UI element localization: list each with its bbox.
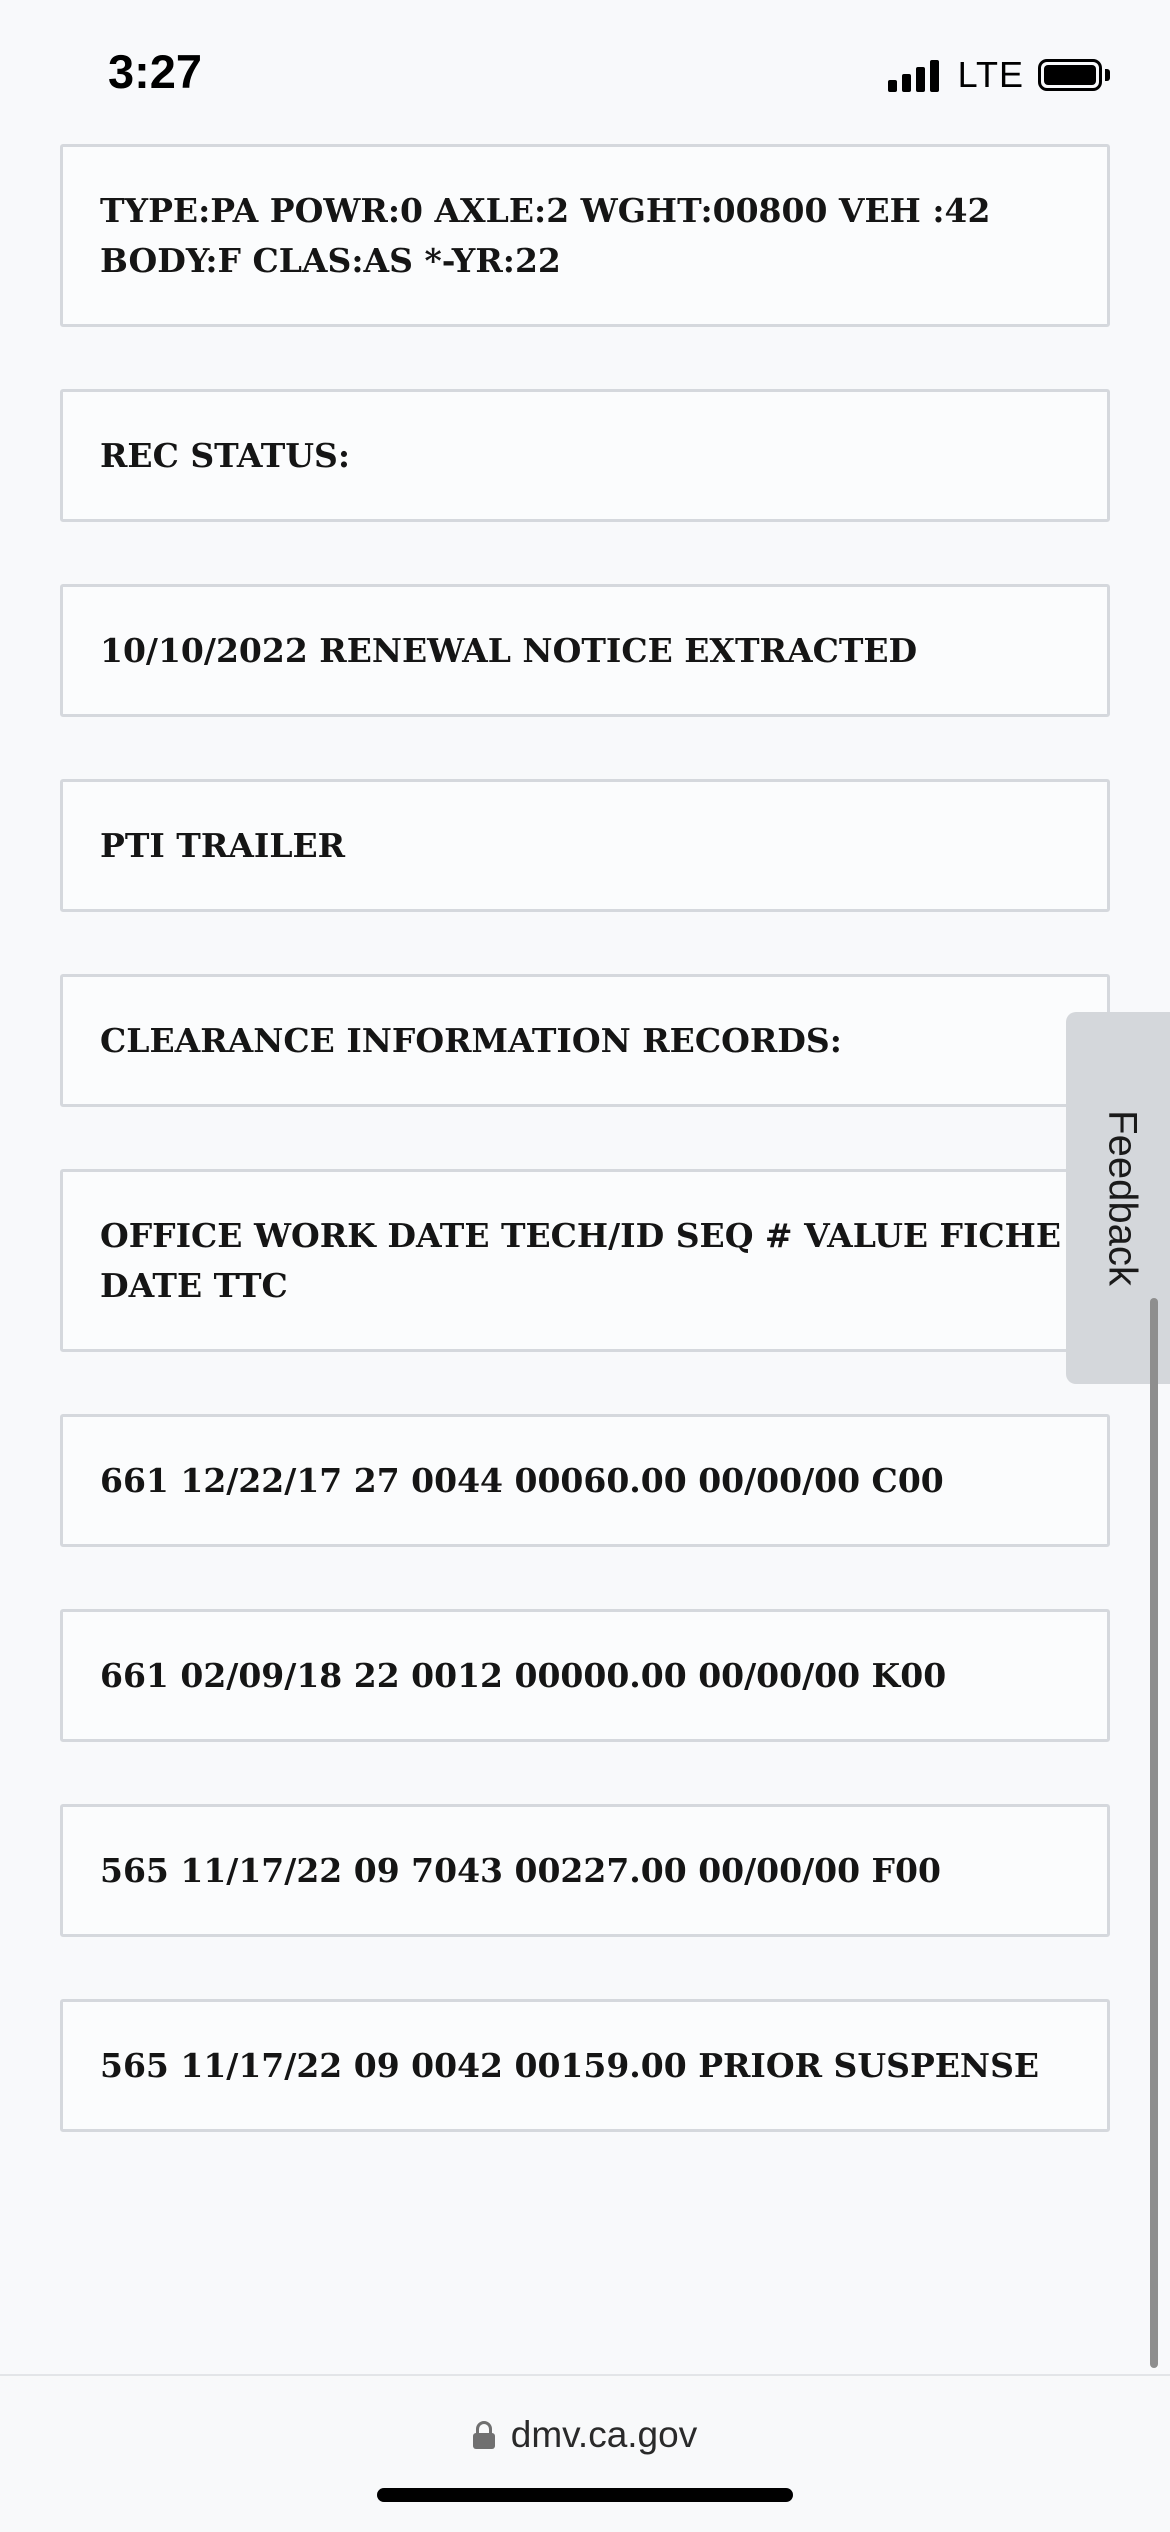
record-line: REC STATUS: <box>100 436 351 475</box>
battery-icon <box>1038 59 1102 91</box>
url-row[interactable] <box>0 2414 1170 2456</box>
status-indicators <box>888 54 1110 96</box>
record-clearance-row <box>60 1414 1110 1547</box>
record-clearance-row <box>60 1999 1110 2132</box>
browser-address-bar[interactable] <box>0 2374 1170 2532</box>
record-clearance-row <box>60 1804 1110 1937</box>
record-line: 661 12/22/17 27 0044 00060.00 00/00/00 C00 <box>100 1461 944 1500</box>
record-line: BODY:F CLAS:AS *-YR:22 <box>100 241 561 280</box>
record-pti-trailer <box>60 779 1110 912</box>
cellular-signal-icon <box>888 58 944 92</box>
record-vehicle-type <box>60 144 1110 327</box>
record-clearance-header <box>60 974 1110 1107</box>
battery-cap <box>1105 69 1110 81</box>
record-renewal-notice <box>60 584 1110 717</box>
status-bar <box>0 0 1170 145</box>
record-line: OFFICE WORK DATE TECH/ID SEQ # VALUE FICHE <box>100 1216 1061 1255</box>
record-line: DATE TTC <box>100 1266 288 1305</box>
record-line: PTI TRAILER <box>100 826 346 865</box>
record-line: CLEARANCE INFORMATION RECORDS: <box>100 1021 842 1060</box>
record-line: 565 11/17/22 09 7043 00227.00 00/00/00 F00 <box>100 1851 941 1890</box>
network-type: LTE <box>957 54 1024 95</box>
record-line: 10/10/2022 RENEWAL NOTICE EXTRACTED <box>100 631 918 670</box>
url-text[interactable]: dmv.ca.gov <box>510 2414 698 2455</box>
record-column-headers <box>60 1169 1110 1352</box>
record-rec-status <box>60 389 1110 522</box>
status-time: 3:27 <box>108 45 203 98</box>
records-list <box>60 144 1110 2194</box>
record-line: TYPE:PA POWR:0 AXLE:2 WGHT:00800 VEH :42 <box>100 191 991 230</box>
home-indicator[interactable] <box>377 2488 793 2502</box>
lock-icon <box>473 2421 495 2449</box>
record-line: 661 02/09/18 22 0012 00000.00 00/00/00 K00 <box>100 1656 947 1695</box>
feedback-label: Feedback <box>1100 1110 1145 1286</box>
record-clearance-row <box>60 1609 1110 1742</box>
scrollbar[interactable] <box>1150 1298 1158 2368</box>
record-line: 565 11/17/22 09 0042 00159.00 PRIOR SUSPENSE <box>100 2046 1040 2085</box>
